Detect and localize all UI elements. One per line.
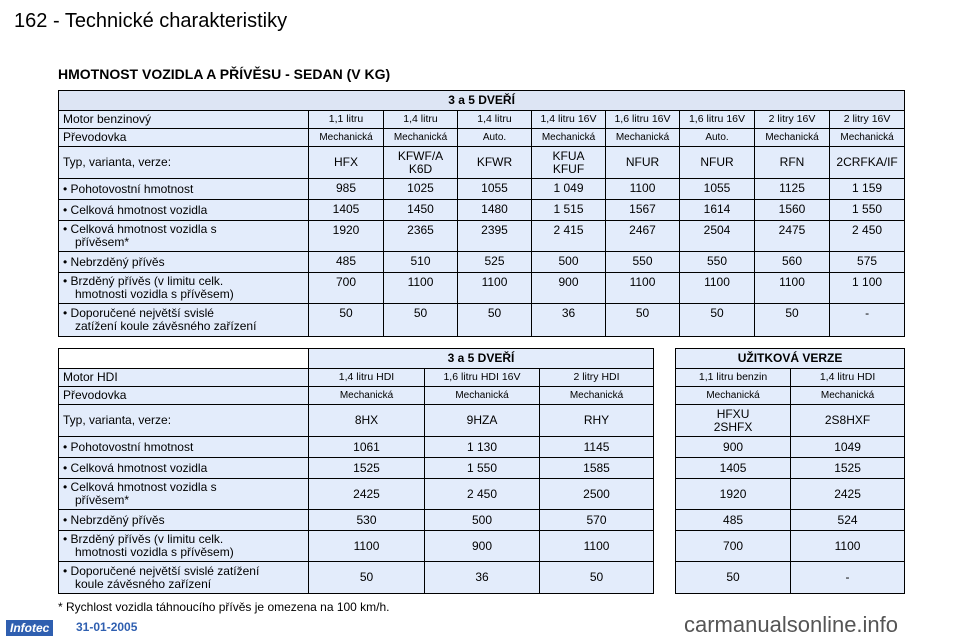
group-header-left: 3 a 5 DVEŘÍ — [309, 349, 654, 369]
value-cell: 1145 — [540, 437, 654, 458]
type-label: Typ, varianta, verze: — [59, 405, 309, 437]
engine-cell: 1,6 litru 16V — [606, 111, 680, 129]
value-cell: 700 — [676, 531, 791, 562]
table-row — [59, 252, 905, 273]
value-cell: 575 — [830, 252, 905, 273]
value-cell: 1125 — [755, 179, 830, 200]
gearbox-cell: Mechanická — [532, 129, 606, 147]
value-cell: 1480 — [458, 200, 532, 221]
gearbox-label: Převodovka — [59, 387, 309, 405]
value-cell: 50 — [384, 304, 458, 337]
type-cell: RHY — [540, 405, 654, 437]
type-cell: 2S8HXF — [791, 405, 905, 437]
footnote: * Rychlost vozidla táhnoucího přívěs je omezena na 100 km/h. — [58, 600, 390, 614]
engine-label: Motor benzinový — [59, 111, 309, 129]
value-cell: 1920 — [309, 221, 384, 252]
value-cell: 1 130 — [425, 437, 540, 458]
value-cell: 50 — [309, 304, 384, 337]
value-cell: 1100 — [606, 179, 680, 200]
value-cell: 1055 — [680, 179, 755, 200]
value-cell: 2 450 — [425, 479, 540, 510]
spacer — [654, 562, 676, 594]
gearbox-cell: Mechanická — [384, 129, 458, 147]
value-cell: 1100 — [384, 273, 458, 304]
value-cell: 50 — [755, 304, 830, 337]
value-cell: 1 159 — [830, 179, 905, 200]
row-label: • Doporučené největší svislé zatížení koule závěsného zařízení — [59, 304, 309, 337]
value-cell: 50 — [680, 304, 755, 337]
row-label: • Brzděný přívěs (v limitu celk. hmotnosti vozidla s přívěsem) — [59, 273, 309, 304]
value-cell: 1567 — [606, 200, 680, 221]
value-cell: 530 — [309, 510, 425, 531]
value-cell: 2 450 — [830, 221, 905, 252]
engine-cell: 2 litry 16V — [755, 111, 830, 129]
row-label: • Celková hmotnost vozidla — [59, 200, 309, 221]
row-label: • Nebrzděný přívěs — [59, 510, 309, 531]
row-label: • Pohotovostní hmotnost — [59, 179, 309, 200]
value-cell: 2425 — [309, 479, 425, 510]
spacer — [654, 369, 676, 387]
spacer — [654, 458, 676, 479]
engine-cell: 1,6 litru 16V — [680, 111, 755, 129]
gearbox-cell: Mechanická — [309, 387, 425, 405]
engine-label: Motor HDI — [59, 369, 309, 387]
gearbox-cell: Auto. — [680, 129, 755, 147]
engine-cell: 1,4 litru — [384, 111, 458, 129]
value-cell: 1100 — [606, 273, 680, 304]
spacer — [654, 349, 676, 369]
type-cell: 9HZA — [425, 405, 540, 437]
gearbox-cell: Mechanická — [755, 129, 830, 147]
table-row — [59, 221, 905, 252]
value-cell: 560 — [755, 252, 830, 273]
table-row — [59, 179, 905, 200]
value-cell: 2365 — [384, 221, 458, 252]
value-cell: 1585 — [540, 458, 654, 479]
table-row — [59, 562, 905, 594]
value-cell: 1920 — [676, 479, 791, 510]
gearbox-cell: Mechanická — [309, 129, 384, 147]
footer-date: 31-01-2005 — [76, 620, 138, 634]
blank-cell — [59, 349, 309, 369]
engine-cell: 1,4 litru HDI — [309, 369, 425, 387]
gearbox-cell: Mechanická — [540, 387, 654, 405]
value-cell: 1 550 — [425, 458, 540, 479]
petrol-weights-table — [58, 90, 905, 337]
type-label: Typ, varianta, verze: — [59, 147, 309, 179]
row-label: • Celková hmotnost vozidla — [59, 458, 309, 479]
value-cell: 36 — [532, 304, 606, 337]
row-label: • Doporučené největší svislé zatížení koule závěsného zařízení — [59, 562, 309, 594]
type-cell: NFUR — [606, 147, 680, 179]
gearbox-cell: Mechanická — [830, 129, 905, 147]
type-cell: NFUR — [680, 147, 755, 179]
type-cell: KFUA KFUF — [532, 147, 606, 179]
engine-cell: 2 litry 16V — [830, 111, 905, 129]
gearbox-cell: Mechanická — [606, 129, 680, 147]
spacer — [654, 437, 676, 458]
value-cell: 900 — [425, 531, 540, 562]
engine-cell: 1,6 litru HDI 16V — [425, 369, 540, 387]
value-cell: 1614 — [680, 200, 755, 221]
value-cell: 2504 — [680, 221, 755, 252]
value-cell: 900 — [532, 273, 606, 304]
value-cell: 1025 — [384, 179, 458, 200]
value-cell: 525 — [458, 252, 532, 273]
header-separator: - — [52, 10, 60, 32]
value-cell: 1560 — [755, 200, 830, 221]
gearbox-cell: Auto. — [458, 129, 532, 147]
value-cell: 1405 — [309, 200, 384, 221]
value-cell: 485 — [676, 510, 791, 531]
row-label: • Celková hmotnost vozidla s přívěsem* — [59, 221, 309, 252]
value-cell: 50 — [606, 304, 680, 337]
value-cell: 2425 — [791, 479, 905, 510]
value-cell: 2467 — [606, 221, 680, 252]
value-cell: 2475 — [755, 221, 830, 252]
value-cell: 1055 — [458, 179, 532, 200]
value-cell: - — [830, 304, 905, 337]
value-cell: 1450 — [384, 200, 458, 221]
engine-cell: 1,4 litru — [458, 111, 532, 129]
gearbox-cell: Mechanická — [791, 387, 905, 405]
value-cell: 1 515 — [532, 200, 606, 221]
value-cell: - — [791, 562, 905, 594]
gearbox-cell: Mechanická — [425, 387, 540, 405]
value-cell: 1 100 — [830, 273, 905, 304]
page-header — [14, 10, 287, 33]
spacer — [654, 387, 676, 405]
group-header: 3 a 5 DVEŘÍ — [59, 91, 905, 111]
value-cell: 1049 — [791, 437, 905, 458]
value-cell: 570 — [540, 510, 654, 531]
value-cell: 500 — [532, 252, 606, 273]
spacer — [654, 405, 676, 437]
row-label: • Nebrzděný přívěs — [59, 252, 309, 273]
value-cell: 1525 — [309, 458, 425, 479]
engine-cell: 1,4 litru 16V — [532, 111, 606, 129]
value-cell: 500 — [425, 510, 540, 531]
value-cell: 900 — [676, 437, 791, 458]
engine-cell: 1,4 litru HDI — [791, 369, 905, 387]
table-row — [59, 458, 905, 479]
row-label: • Brzděný přívěs (v limitu celk. hmotnosti vozidla s přívěsem) — [59, 531, 309, 562]
page-title: Technické charakteristiky — [64, 10, 288, 32]
value-cell: 550 — [680, 252, 755, 273]
table-row — [59, 510, 905, 531]
value-cell: 985 — [309, 179, 384, 200]
value-cell: 1405 — [676, 458, 791, 479]
value-cell: 50 — [540, 562, 654, 594]
section-title: HMOTNOST VOZIDLA A PŘÍVĚSU - SEDAN (V KG) — [58, 66, 391, 82]
value-cell: 1 550 — [830, 200, 905, 221]
value-cell: 1061 — [309, 437, 425, 458]
group-header-right: UŽITKOVÁ VERZE — [676, 349, 905, 369]
value-cell: 485 — [309, 252, 384, 273]
table-row — [59, 273, 905, 304]
page-number: 162 — [14, 10, 48, 32]
value-cell: 1525 — [791, 458, 905, 479]
gearbox-label: Převodovka — [59, 129, 309, 147]
value-cell: 524 — [791, 510, 905, 531]
value-cell: 50 — [458, 304, 532, 337]
gearbox-cell: Mechanická — [676, 387, 791, 405]
value-cell: 1100 — [680, 273, 755, 304]
spacer — [654, 510, 676, 531]
row-label: • Celková hmotnost vozidla s přívěsem* — [59, 479, 309, 510]
type-cell: 2CRFKA/IF — [830, 147, 905, 179]
value-cell: 550 — [606, 252, 680, 273]
value-cell: 1100 — [309, 531, 425, 562]
value-cell: 2500 — [540, 479, 654, 510]
value-cell: 50 — [309, 562, 425, 594]
table-row — [59, 200, 905, 221]
engine-cell: 1,1 litru — [309, 111, 384, 129]
type-cell: HFXU 2SHFX — [676, 405, 791, 437]
value-cell: 50 — [676, 562, 791, 594]
spacer — [654, 531, 676, 562]
value-cell: 2 415 — [532, 221, 606, 252]
value-cell: 1100 — [540, 531, 654, 562]
value-cell: 1100 — [791, 531, 905, 562]
infotec-logo: Infotec — [6, 620, 53, 636]
value-cell: 1 049 — [532, 179, 606, 200]
type-cell: 8HX — [309, 405, 425, 437]
table-row — [59, 531, 905, 562]
value-cell: 510 — [384, 252, 458, 273]
table-row — [59, 479, 905, 510]
value-cell: 700 — [309, 273, 384, 304]
engine-cell: 2 litry HDI — [540, 369, 654, 387]
row-label: • Pohotovostní hmotnost — [59, 437, 309, 458]
value-cell: 1100 — [755, 273, 830, 304]
table-row — [59, 304, 905, 337]
table-row — [59, 437, 905, 458]
watermark: carmanualsonline.info — [684, 612, 899, 637]
value-cell: 36 — [425, 562, 540, 594]
value-cell: 1100 — [458, 273, 532, 304]
type-cell: KFWR — [458, 147, 532, 179]
type-cell: KFWF/A K6D — [384, 147, 458, 179]
value-cell: 2395 — [458, 221, 532, 252]
type-cell: RFN — [755, 147, 830, 179]
engine-cell: 1,1 litru benzin — [676, 369, 791, 387]
diesel-weights-table — [58, 348, 905, 594]
type-cell: HFX — [309, 147, 384, 179]
spacer — [654, 479, 676, 510]
